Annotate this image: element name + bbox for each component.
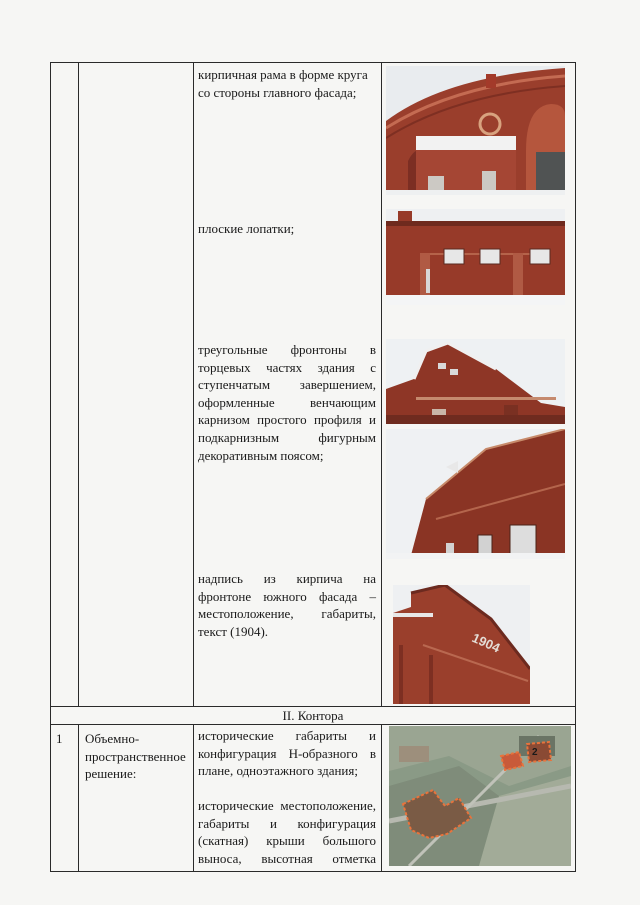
feature-brick-inscription: надпись из кирпича на фронтоне южного фасада – местоположение, габариты, текст (1904). [198, 571, 376, 639]
feature-flat-pilasters: плоские лопатки; [198, 221, 295, 236]
table-col-divider-3 [381, 62, 382, 706]
table-left-border [50, 62, 51, 872]
feature-brick-circle-frame: кирпичная рама в форме круга со стороны главного фасада; [198, 67, 368, 100]
table-right-border [575, 62, 576, 872]
feature-historic-roof: исторические местоположение, габариты и конфигурация (скатная) крыши большого выноса, высотная отметка [198, 798, 376, 866]
section-heading-kontora: II. Контора [282, 708, 344, 723]
table-col-divider-2b [193, 724, 194, 872]
feature-triangular-gables: треугольные фронтоны в торцевых частях здания с ступенчатым завершением, оформленные венчающим карнизом простого профиля и подкарнизным фигурным декоративным поясом; [198, 342, 376, 463]
photo-flat-pilasters [386, 209, 565, 305]
photo-triangular-gable [386, 339, 565, 424]
table-col-divider-1b [78, 724, 79, 872]
inscription-1904-text: 1904 [469, 630, 503, 656]
table-top-border [50, 62, 576, 63]
table-bottom-border [50, 871, 576, 872]
category-volume-spatial: Объемно- пространственное решение: [85, 731, 186, 782]
photo-brick-inscription [393, 585, 530, 704]
feature-historic-dimensions: исторические габариты и конфигурация Н-образного в плане, одноэтажного здания; [198, 728, 376, 779]
photo-gable-building [386, 429, 565, 559]
map-building-label: 2 [532, 747, 538, 758]
row-number: 1 [56, 731, 63, 746]
table-col-divider-3b [381, 724, 382, 872]
table-col-divider-1 [78, 62, 79, 706]
aerial-site-map [389, 726, 571, 866]
photo-brick-circle-frame [386, 66, 565, 195]
table-col-divider-2 [193, 62, 194, 706]
